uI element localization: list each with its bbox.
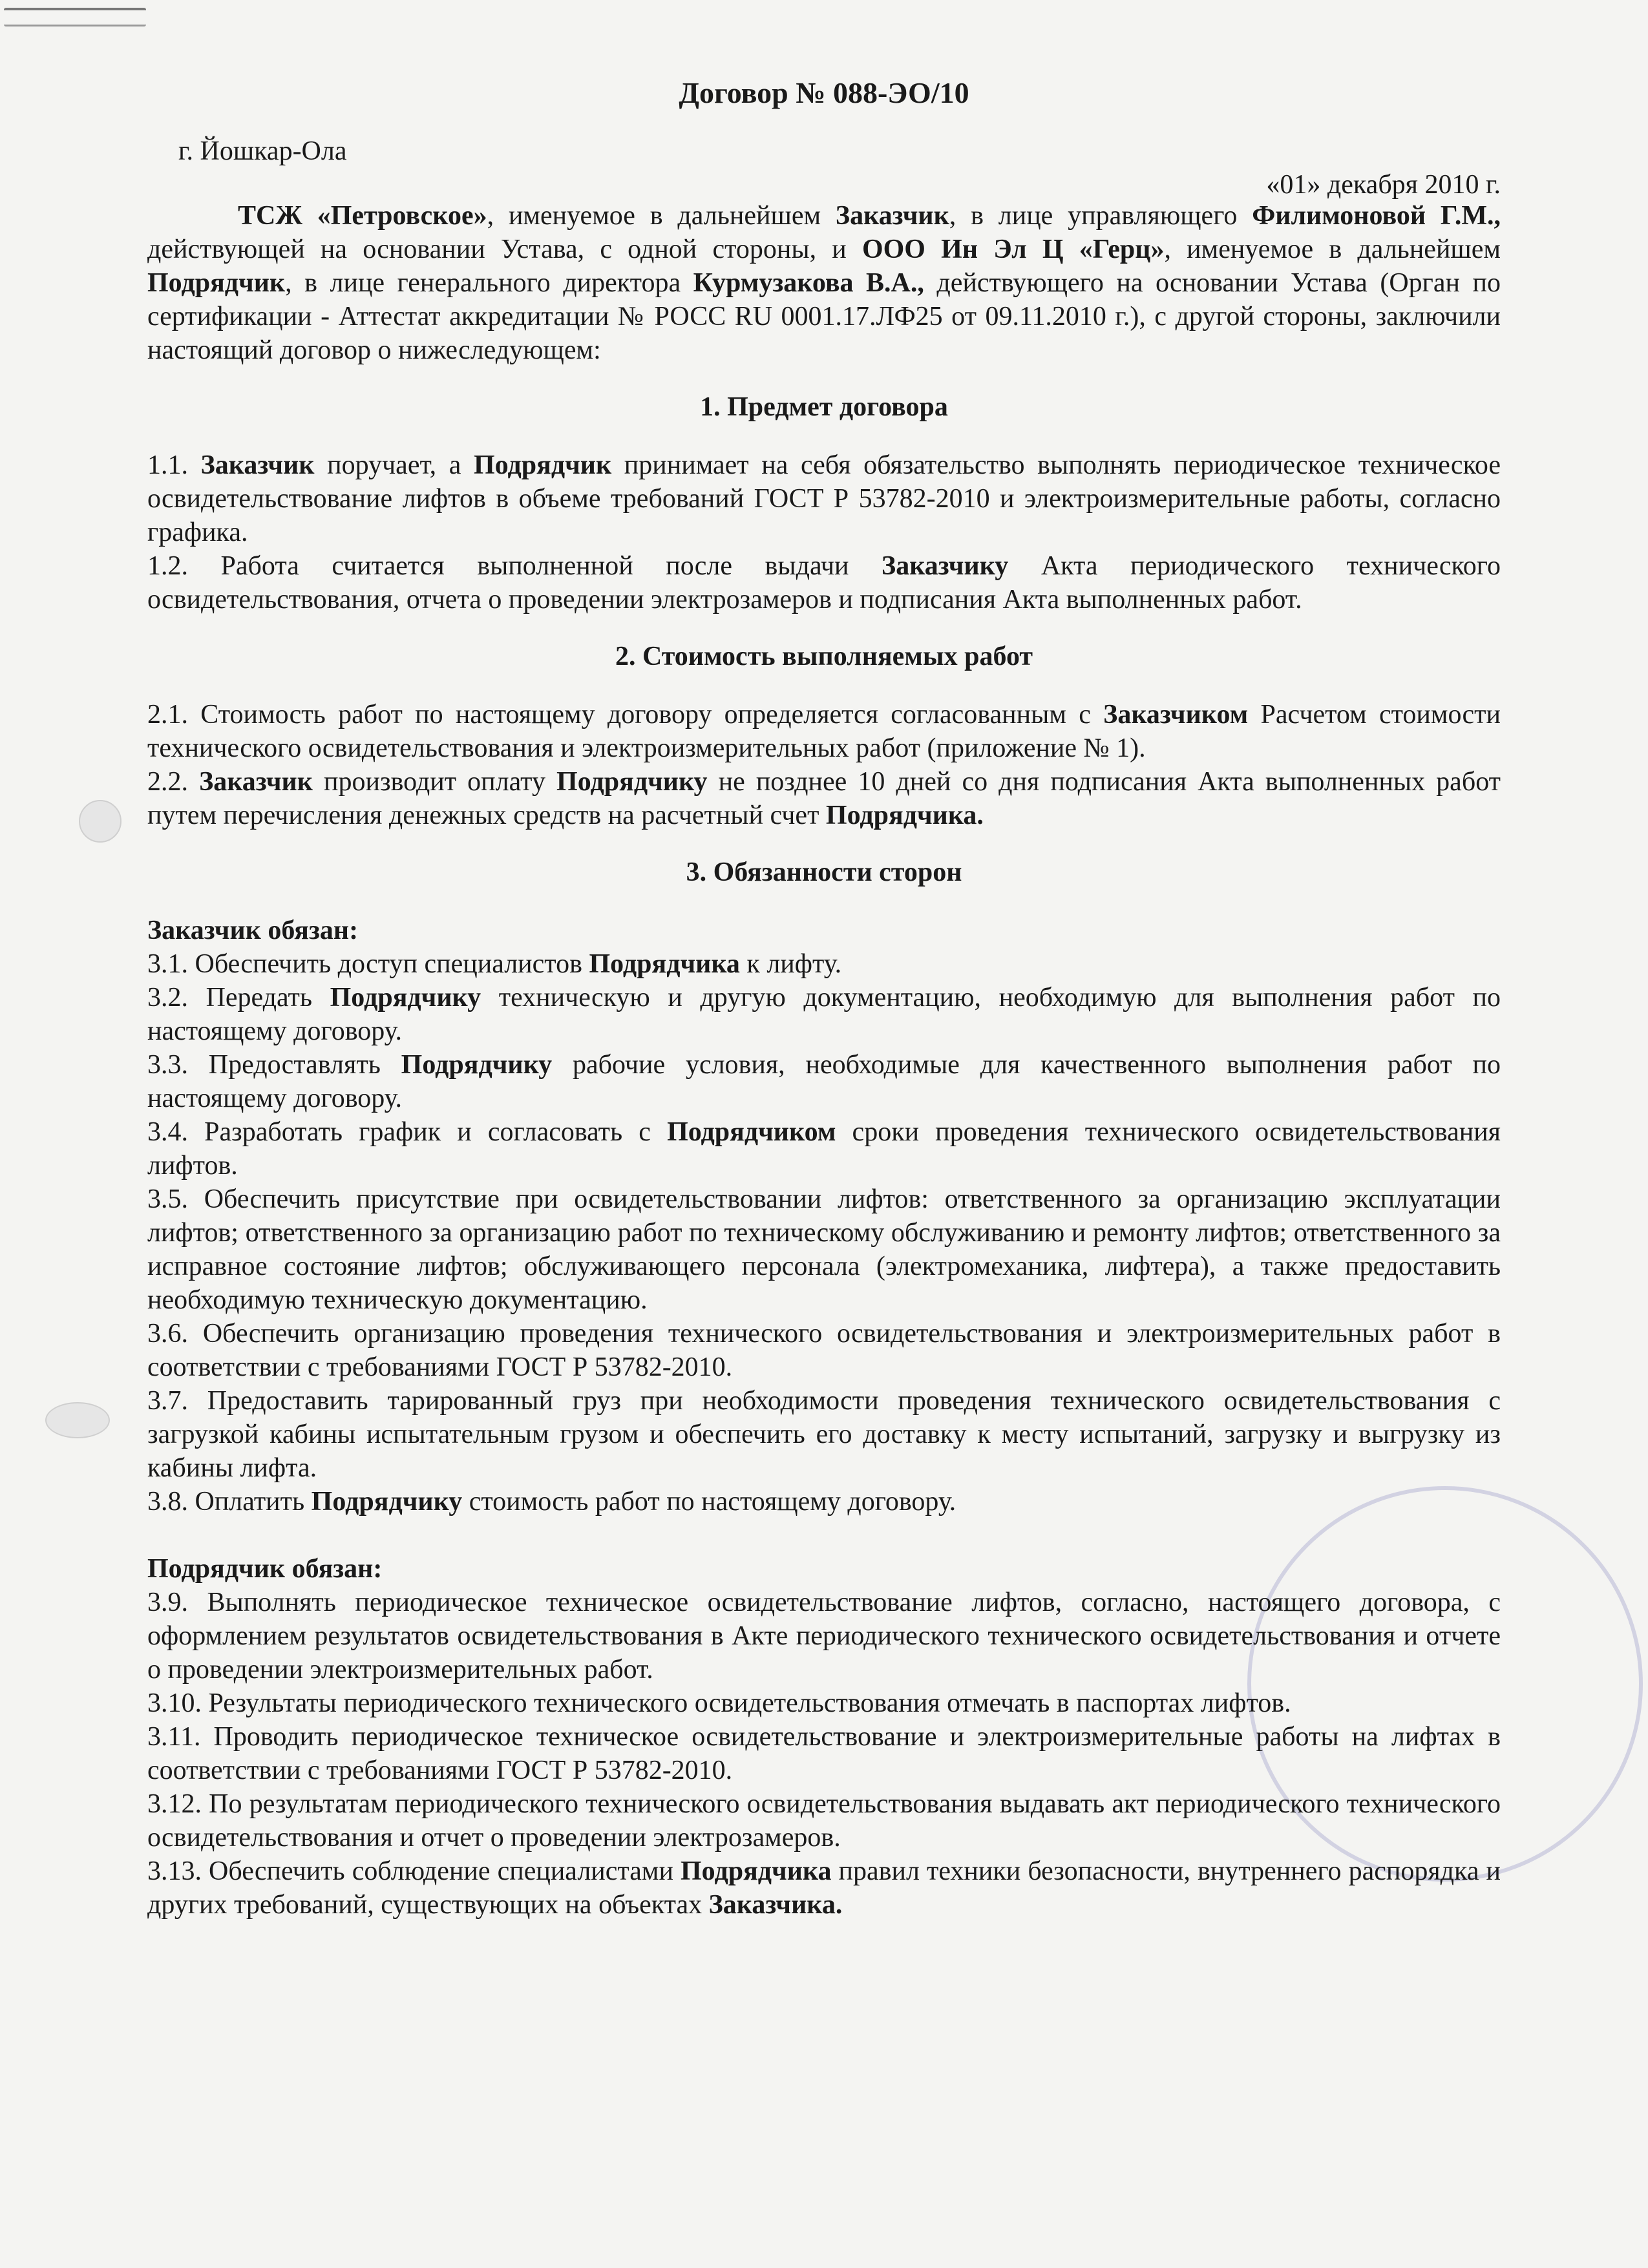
clause-paragraph <box>147 1182 1501 1317</box>
clause-paragraph <box>147 1115 1501 1182</box>
bold-text: Подрядчиком <box>667 1117 836 1147</box>
text: , именуемое в дальнейшем <box>487 201 836 231</box>
clause-paragraph <box>147 1485 1501 1518</box>
text: 3.13. Обеспечить соблюдение специалистами <box>147 1856 681 1886</box>
bold-text: Заказчик <box>199 767 313 797</box>
bold-text: Подрядчику <box>556 767 708 797</box>
clause-paragraph <box>147 947 1501 981</box>
preamble-paragraph <box>147 199 1501 367</box>
bold-text: Заказчиком <box>1103 700 1249 730</box>
bold-text: Подрядчик <box>474 450 612 480</box>
bold-text: Заказчик <box>200 450 315 480</box>
text: 3.5. Обеспечить присутствие при освидетельствовании лифтов: ответственного за организацию эксплуатации лифтов; ответственного за организацию работ по техническому обслуживанию и ремонту лифтов; ответственного за исправное состояние лифтов; обслуживающего персонала (электромеханика, лифтера), а также предоставить необходимую техническую документацию. <box>147 1184 1501 1315</box>
bold-text: Филимоновой Г.М., <box>1252 201 1501 231</box>
clause-paragraph <box>147 448 1501 549</box>
text: 3.1. Обеспечить доступ специалистов <box>147 949 589 979</box>
text: к лифту. <box>739 949 842 979</box>
section-heading: 3. Обязанности сторон <box>686 857 962 887</box>
text: 3.6. Обеспечить организацию проведения технического освидетельствования и электроизмерительных работ в соответствии с требованиями ГОСТ Р 53782-2010. <box>147 1319 1501 1382</box>
party-subheading <box>147 1552 1501 1586</box>
bold-text: Заказчика. <box>708 1890 843 1920</box>
bold-text: Подрядчику <box>311 1487 463 1517</box>
text: 3.11. Проводить периодическое техническое освидетельствование и электроизмерительные работы на лифтах в соответствии с требованиями ГОСТ Р 53782-2010. <box>147 1722 1501 1785</box>
bold-text: Подрядчик обязан: <box>147 1554 383 1584</box>
clause-paragraph <box>147 1787 1501 1854</box>
text: правил техники безопасности, внутреннего распорядка и других требований, существующих на объектах <box>147 1856 1501 1920</box>
clause-paragraph <box>147 549 1501 616</box>
contract-city: г. Йошкар-Ола <box>178 136 347 166</box>
bold-text: Заказчику <box>882 551 1009 581</box>
punch-hole-top <box>79 800 121 843</box>
clause-paragraph <box>147 1720 1501 1787</box>
clause-paragraph <box>147 765 1501 832</box>
bold-text: Подрядчик <box>147 268 286 298</box>
contract-page <box>147 76 1501 1922</box>
text: 3.12. По результатам периодического технического освидетельствования выдавать акт периодического технического освидетельствования и отчет о проведении электрозамеров. <box>147 1789 1501 1853</box>
text: 1.2. Работа считается выполненной после выдачи <box>147 551 882 581</box>
bold-text: Подрядчику <box>401 1050 553 1080</box>
text: поручает, а <box>314 450 474 480</box>
text: сроки проведения технического освидетельствования лифтов. <box>147 1117 1501 1181</box>
contract-date: «01» декабря 2010 г. <box>1266 170 1501 200</box>
clause-paragraph <box>147 1317 1501 1384</box>
text: принимает на себя обязательство выполнять периодическое техническое освидетельствование лифтов в объеме требований ГОСТ Р 53782-2010 и электроизмерительные работы, согласно графика. <box>147 450 1501 547</box>
bold-text: ТСЖ «Петровское» <box>238 201 487 231</box>
contract-title: Договор № 088-ЭО/10 <box>679 76 969 109</box>
text: 2.1. Стоимость работ по настоящему договору определяется согласованным с <box>147 700 1104 730</box>
text: 3.9. Выполнять периодическое техническое освидетельствование лифтов, согласно, настоящего договора, с оформлением результатов освидетельствования в Акте периодического технического освидетельствования и отчете о проведении электроизмерительных работ. <box>147 1588 1501 1685</box>
clause-paragraph <box>147 1048 1501 1115</box>
bold-text: ООО Ин Эл Ц «Герц» <box>861 235 1165 264</box>
text: 3.2. Передать <box>147 983 330 1013</box>
text: 3.8. Оплатить <box>147 1487 312 1517</box>
section-heading: 2. Стоимость выполняемых работ <box>615 642 1033 671</box>
contract-sections <box>147 390 1501 1922</box>
text: 3.10. Результаты периодического технического освидетельствования отмечать в паспортах лифтов. <box>147 1688 1291 1718</box>
text: техническую и другую документацию, необходимую для выполнения работ по настоящему договору. <box>147 983 1501 1046</box>
text: производит оплату <box>312 767 557 797</box>
bold-text: Подрядчика. <box>825 801 984 830</box>
clause-paragraph <box>147 1854 1501 1922</box>
party-subheading <box>147 914 1501 947</box>
text: стоимость работ по настоящему договору. <box>462 1487 956 1517</box>
clause-paragraph <box>147 698 1501 765</box>
text: Расчетом стоимости технического освидетельствования и электроизмерительных работ (приложение № 1). <box>147 700 1501 763</box>
clause-paragraph <box>147 1586 1501 1686</box>
clause-paragraph <box>147 981 1501 1048</box>
bold-text: Заказчик обязан: <box>147 916 359 945</box>
bold-text: Подрядчика <box>681 1856 832 1886</box>
staple-mark <box>4 8 146 26</box>
text: , в лице управляющего <box>949 201 1252 231</box>
text: рабочие условия, необходимые для качественного выполнения работ по настоящему договору. <box>147 1050 1501 1113</box>
text: 2.2. <box>147 767 200 797</box>
bold-text: Подрядчика <box>589 949 740 979</box>
section-heading: 1. Предмет договора <box>700 392 948 422</box>
text: , в лице генерального директора <box>285 268 693 298</box>
bold-text: Заказчик <box>835 201 949 231</box>
bold-text: Курмузакова В.А., <box>693 268 924 298</box>
punch-hole-bottom <box>45 1402 110 1438</box>
text: 3.7. Предоставить тарированный груз при необходимости проведения технического освидетельствования с загрузкой кабины испытательным грузом и обеспечить его доставку к месту испытаний, загрузку и выгрузку из кабины лифта. <box>147 1386 1501 1483</box>
clause-paragraph <box>147 1686 1501 1720</box>
text: действующего на основании Устава (Орган по сертификации - Аттестат аккредитации № РОСС RU 0001.17.ЛФ25 от 09.11.2010 г.), с другой стороны, заключили настоящий договор о нижеследующем: <box>147 268 1501 365</box>
city-date-line <box>147 134 1501 199</box>
text: Акта периодического технического освидетельствования, отчета о проведении электрозамеров и подписания Акта выполненных работ. <box>147 551 1501 614</box>
text: действующей на основании Устава, с одной стороны, и <box>147 235 862 264</box>
text: , именуемое в дальнейшем <box>1164 235 1501 264</box>
text: 3.4. Разработать график и согласовать с <box>147 1117 668 1147</box>
clause-paragraph <box>147 1384 1501 1485</box>
bold-text: Подрядчику <box>330 983 481 1013</box>
text: 3.3. Предоставлять <box>147 1050 401 1080</box>
text: не позднее 10 дней со дня подписания Акта выполненных работ путем перечисления денежных средств на расчетный счет <box>147 767 1501 830</box>
text: 1.1. <box>147 450 201 480</box>
